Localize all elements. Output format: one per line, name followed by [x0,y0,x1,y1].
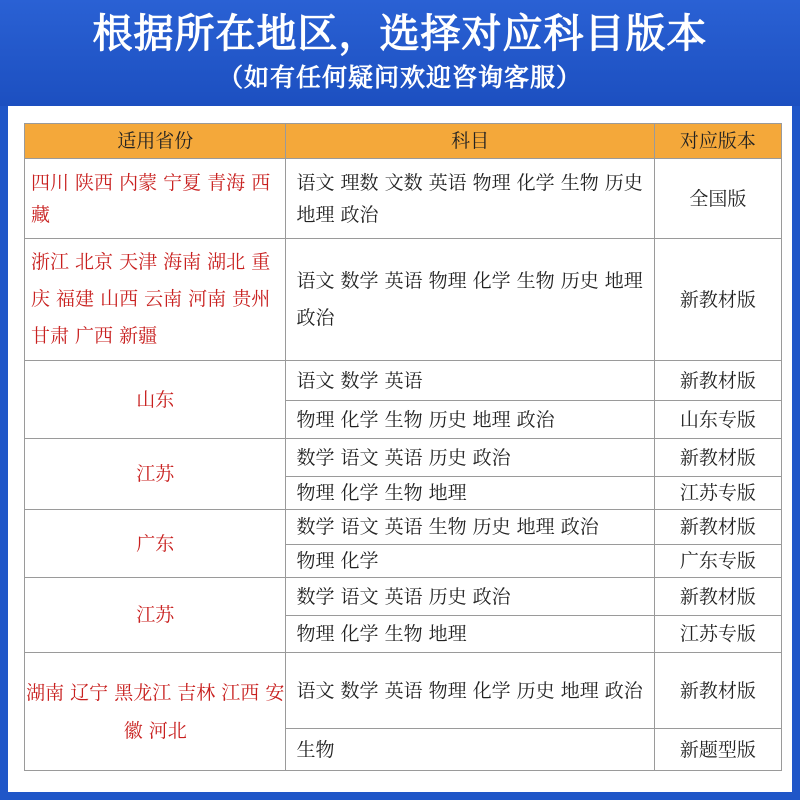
province-cell: 江苏 [25,439,286,510]
table-row [25,510,782,545]
subjects-cell: 语文 数学 英语 [286,361,654,401]
subjects-cell: 生物 [286,729,654,771]
province-cell: 山东 [25,361,286,439]
table-row [25,439,782,477]
column-header-version: 对应版本 [654,124,781,159]
province-cell: 浙江 北京 天津 海南 湖北 重庆 福建 山西 云南 河南 贵州 甘肃 广西 新疆 [25,239,286,361]
version-cell: 山东专版 [654,401,781,439]
column-header-subjects: 科目 [286,124,654,159]
subjects-cell: 物理 化学 [286,545,654,578]
table-header-row [25,124,782,159]
column-header-province: 适用省份 [25,124,286,159]
version-cell: 新教材版 [654,578,781,616]
version-cell: 江苏专版 [654,477,781,510]
table-row [25,239,782,361]
subjects-cell: 语文 数学 英语 物理 化学 生物 历史 地理 政治 [286,239,654,361]
province-cell: 湖南 辽宁 黑龙江 吉林 江西 安徽 河北 [25,653,286,771]
version-cell: 新教材版 [654,361,781,401]
province-cell: 四川 陕西 内蒙 宁夏 青海 西藏 [25,159,286,239]
province-cell: 广东 [25,510,286,578]
table-row [25,578,782,616]
table-panel [8,106,792,792]
version-cell: 新教材版 [654,653,781,729]
version-cell: 江苏专版 [654,616,781,653]
version-table [24,123,782,771]
subjects-cell: 数学 语文 英语 生物 历史 地理 政治 [286,510,654,545]
table-row [25,653,782,729]
table-row [25,159,782,239]
version-cell: 广东专版 [654,545,781,578]
subjects-cell: 数学 语文 英语 历史 政治 [286,439,654,477]
subjects-cell: 物理 化学 生物 地理 [286,616,654,653]
page-title: 根据所在地区，选择对应科目版本 [92,11,708,57]
subjects-cell: 物理 化学 生物 历史 地理 政治 [286,401,654,439]
page-subtitle: （如有任何疑问欢迎咨询客服） [217,63,582,92]
version-cell: 全国版 [654,159,781,239]
version-cell: 新教材版 [654,439,781,477]
subjects-cell: 数学 语文 英语 历史 政治 [286,578,654,616]
version-cell: 新教材版 [654,239,781,361]
header-banner [0,0,800,106]
province-cell: 江苏 [25,578,286,653]
subjects-cell: 语文 数学 英语 物理 化学 历史 地理 政治 [286,653,654,729]
version-cell: 新教材版 [654,510,781,545]
subjects-cell: 物理 化学 生物 地理 [286,477,654,510]
subjects-cell: 语文 理数 文数 英语 物理 化学 生物 历史 地理 政治 [286,159,654,239]
version-cell: 新题型版 [654,729,781,771]
table-row [25,361,782,401]
